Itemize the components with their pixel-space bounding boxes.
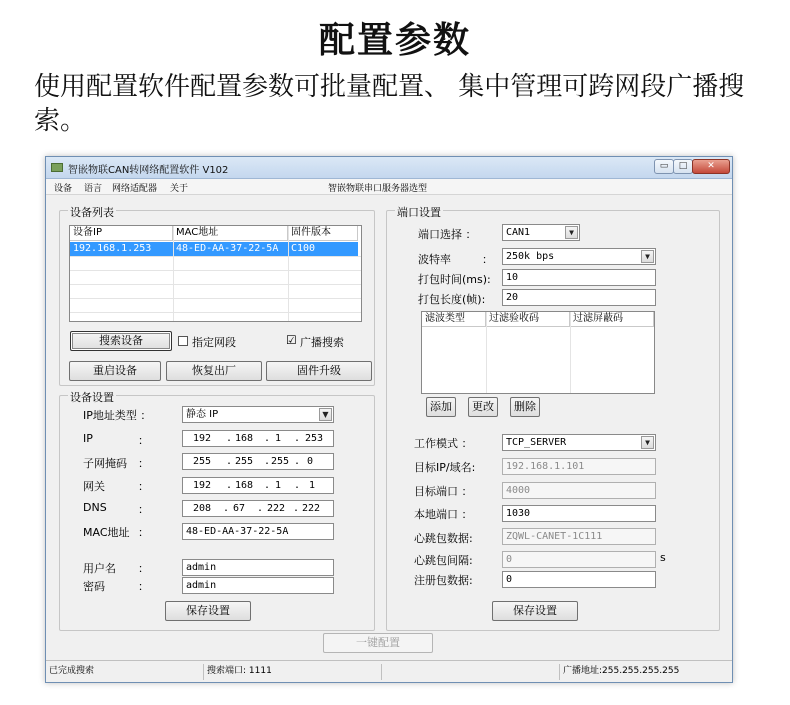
table-row[interactable]: [70, 242, 358, 256]
gateway-octet-1: 192: [193, 480, 212, 491]
ip-octet-3: 1: [275, 433, 282, 444]
status-search-port: 搜索端口: 1111: [204, 664, 382, 680]
menu-bar: [46, 179, 732, 195]
mac-field[interactable]: 48-ED-AA-37-22-5A: [182, 523, 334, 540]
work-mode-select[interactable]: [502, 434, 656, 451]
add-filter-button[interactable]: 添加: [426, 397, 456, 417]
dns-label: DNS: [83, 501, 107, 514]
gateway-colon: ：: [138, 480, 149, 493]
broadcast-search-checkbox[interactable]: ☑: [286, 333, 297, 347]
work-mode-value: TCP_SERVER: [506, 437, 567, 448]
column-mac[interactable]: MAC地址: [173, 226, 288, 241]
delete-filter-button[interactable]: 删除: [510, 397, 540, 417]
chevron-down-icon[interactable]: ▼: [319, 408, 332, 421]
username-colon: ：: [138, 562, 149, 575]
row-mac: 48-ED-AA-37-22-5A: [176, 243, 279, 254]
target-ip-field[interactable]: 192.168.1.101: [502, 458, 656, 475]
gateway-field[interactable]: 192 . 168 . 1 . 1: [182, 477, 334, 494]
menu-network-adapter[interactable]: 网络适配器: [112, 184, 158, 194]
local-port-field[interactable]: 1030: [502, 505, 656, 522]
grid-line: [70, 284, 361, 285]
dns-octet-2: 67: [233, 503, 246, 514]
ip-type-value: 静态 IP: [186, 409, 219, 420]
app-icon: [51, 163, 63, 172]
local-port-label: 本地端口 ：: [414, 508, 473, 521]
pack-time-field[interactable]: 10: [502, 269, 656, 286]
restart-device-button[interactable]: 重启设备: [69, 361, 161, 381]
save-port-settings-button[interactable]: 保存设置: [492, 601, 578, 621]
column-device-ip[interactable]: 设备IP: [70, 226, 173, 241]
mac-label: MAC地址: [83, 526, 130, 539]
column-filter-type[interactable]: 滤波类型: [422, 312, 486, 327]
modify-filter-button[interactable]: 更改: [468, 397, 498, 417]
mac-colon: ：: [138, 526, 149, 539]
ip-octet-1: 192: [193, 433, 212, 444]
dns-octet-1: 208: [193, 503, 212, 514]
baud-label: 波特率: [418, 253, 451, 266]
device-list[interactable]: [69, 225, 362, 322]
column-mask-code[interactable]: 过滤屏蔽码: [570, 312, 654, 327]
menu-device[interactable]: 设备: [54, 184, 73, 194]
status-bar: [46, 660, 732, 682]
hero-description: 使用配置软件配置参数可批量配置、 集中管理可跨网段广播搜索。: [34, 72, 745, 136]
baud-colon: ：: [482, 253, 493, 266]
ip-type-select[interactable]: [182, 406, 334, 423]
subnet-octet-2: 255: [235, 456, 254, 467]
subnet-octet-4: 0: [307, 456, 314, 467]
heartbeat-data-field[interactable]: ZQWL-CANET-1C111: [502, 528, 656, 545]
grid-line: [70, 270, 361, 271]
grid-line: [70, 298, 361, 299]
heartbeat-interval-unit: s: [660, 551, 666, 564]
device-settings-title: 设备设置: [70, 391, 114, 404]
dns-octet-3: 222: [267, 503, 286, 514]
heartbeat-data-label: 心跳包数据:: [414, 532, 473, 545]
port-select[interactable]: [502, 224, 580, 241]
row-firmware: C100: [291, 243, 316, 254]
row-ip: 192.168.1.253: [73, 243, 152, 254]
grid-line: [486, 312, 487, 394]
gateway-octet-2: 168: [235, 480, 254, 491]
column-firmware[interactable]: 固件版本: [288, 226, 358, 241]
pack-length-label: 打包长度(帧):: [418, 293, 486, 306]
heartbeat-interval-label: 心跳包间隔:: [414, 554, 473, 567]
ip-octet-2: 168: [235, 433, 254, 444]
grid-line: [570, 312, 571, 394]
ip-label: IP: [83, 432, 93, 445]
column-accept-code[interactable]: 过滤验收码: [486, 312, 570, 327]
dns-octet-4: 222: [302, 503, 321, 514]
window-title: 智嵌物联CAN转网络配置软件 V102: [68, 165, 229, 176]
grid-line: [70, 312, 361, 313]
gateway-octet-4: 1: [309, 480, 316, 491]
firmware-upgrade-button[interactable]: 固件升级: [266, 361, 372, 381]
target-ip-label: 目标IP/域名:: [414, 461, 476, 474]
register-data-label: 注册包数据:: [414, 574, 473, 587]
work-mode-label: 工作模式 ：: [414, 437, 473, 450]
filter-list[interactable]: [421, 311, 655, 394]
subnet-mask-field[interactable]: 255 . 255 . 255 . 0: [182, 453, 334, 470]
username-field[interactable]: admin: [182, 559, 334, 576]
dns-colon: ：: [138, 503, 149, 516]
search-device-button[interactable]: 搜索设备: [70, 331, 172, 351]
password-field[interactable]: admin: [182, 577, 334, 594]
username-label: 用户名: [83, 562, 116, 575]
subnet-octet-3: 255: [271, 456, 290, 467]
port-select-label: 端口选择 ：: [418, 228, 477, 241]
specify-segment-checkbox[interactable]: [178, 336, 188, 346]
chevron-down-icon[interactable]: ▼: [641, 436, 654, 449]
target-port-field[interactable]: 4000: [502, 482, 656, 499]
password-label: 密码: [83, 580, 105, 593]
ip-type-label: IP地址类型 ：: [83, 409, 152, 422]
target-port-label: 目标端口 ：: [414, 485, 473, 498]
menu-product-selection[interactable]: 智嵌物联串口服务器选型: [328, 184, 428, 194]
minimize-button[interactable]: ▭: [654, 159, 674, 174]
specify-segment-label: 指定网段: [192, 336, 236, 349]
baud-rate-value: 250k bps: [506, 251, 555, 262]
save-device-settings-button[interactable]: 保存设置: [165, 601, 251, 621]
ip-octet-4: 253: [305, 433, 324, 444]
gateway-label: 网关: [83, 480, 105, 493]
port-settings-title: 端口设置: [397, 206, 441, 219]
title-bar: [46, 157, 732, 179]
subnet-octet-1: 255: [193, 456, 212, 467]
ip-colon: ：: [138, 434, 149, 447]
status-empty: [382, 664, 560, 680]
grid-line: [288, 226, 289, 322]
status-message: 已完成搜索: [46, 664, 204, 680]
grid-line: [70, 256, 361, 257]
pack-time-label: 打包时间(ms):: [418, 273, 491, 286]
menu-language[interactable]: 语言: [84, 184, 103, 194]
pack-length-field[interactable]: 20: [502, 289, 656, 306]
one-key-config-button[interactable]: 一键配置: [323, 633, 433, 653]
gateway-octet-3: 1: [275, 480, 282, 491]
ip-address-field[interactable]: 192 . 168 . 1 . 253: [182, 430, 334, 447]
port-select-value: CAN1: [506, 227, 531, 238]
heartbeat-interval-field[interactable]: 0: [502, 551, 656, 568]
hero-title: 配置参数: [318, 20, 471, 61]
status-broadcast-address: 广播地址:255.255.255.255: [563, 666, 680, 676]
chevron-down-icon[interactable]: ▼: [565, 226, 578, 239]
device-list-title: 设备列表: [70, 206, 114, 219]
menu-about[interactable]: 关于: [170, 184, 189, 194]
device-list-header: [70, 226, 358, 241]
maximize-button[interactable]: □: [673, 159, 693, 174]
factory-reset-button[interactable]: 恢复出厂: [166, 361, 262, 381]
grid-line: [173, 226, 174, 322]
password-colon: ：: [138, 580, 149, 593]
broadcast-search-label: 广播搜索: [300, 336, 344, 349]
subnet-label: 子网掩码: [83, 457, 127, 470]
chevron-down-icon[interactable]: ▼: [641, 250, 654, 263]
filter-list-header: [422, 312, 654, 327]
subnet-colon: ：: [138, 457, 149, 470]
config-window: [45, 156, 733, 683]
close-button[interactable]: ✕: [692, 159, 730, 174]
register-data-field[interactable]: 0: [502, 571, 656, 588]
dns-field[interactable]: 208 . 67 . 222 . 222: [182, 500, 334, 517]
baud-rate-select[interactable]: [502, 248, 656, 265]
